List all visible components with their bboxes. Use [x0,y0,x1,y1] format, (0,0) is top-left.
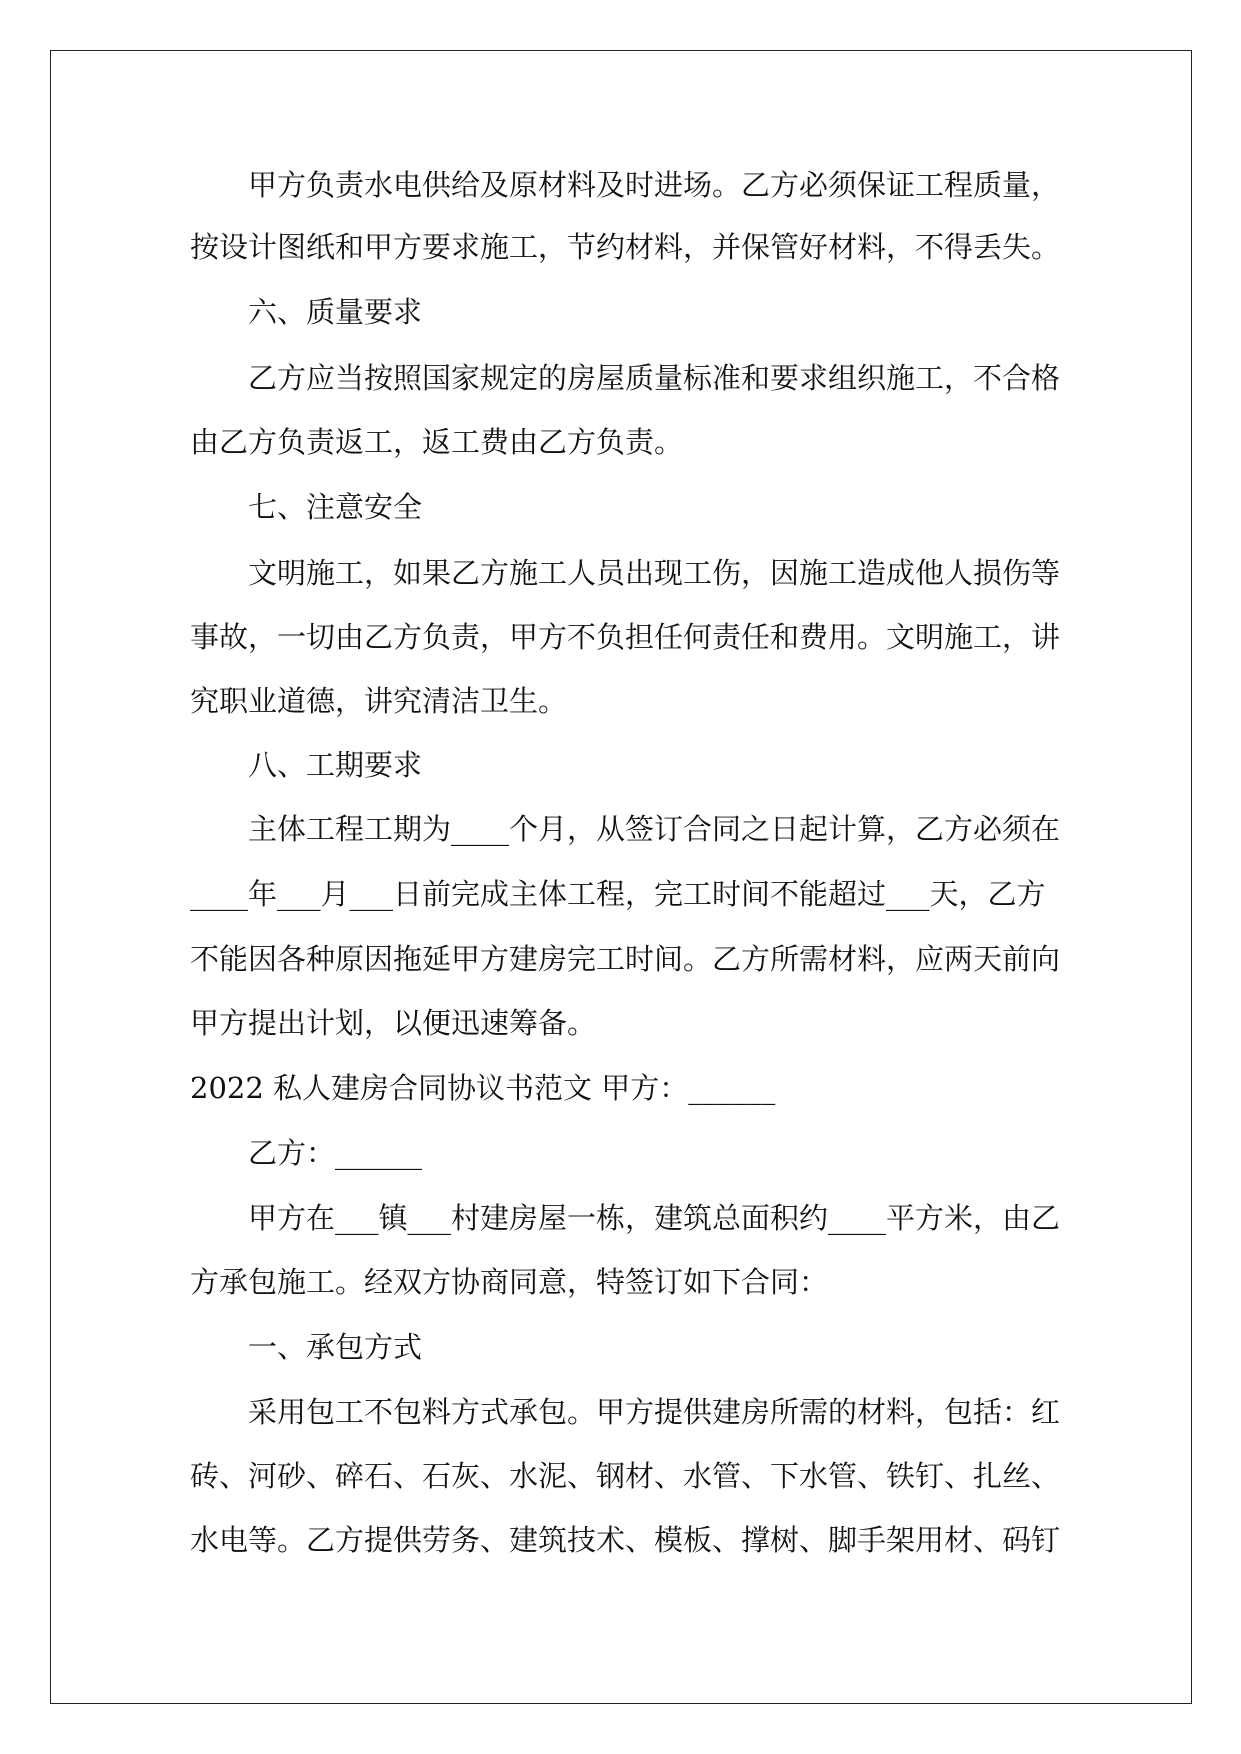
paragraph-line: 砖、河砂、碎石、石灰、水泥、钢材、水管、下水管、铁钉、扎丝、 [190,1459,1061,1493]
paragraph-line: 究职业道德，讲究清洁卫生。 [190,684,568,718]
party-line: 乙方：______ [248,1136,423,1170]
document-title-line: 2022 私人建房合同协议书范文 甲方：______ [190,1071,776,1105]
paragraph-line: 方承包施工。经双方协商同意，特签订如下合同： [190,1265,829,1299]
paragraph-line: 甲方负责水电供给及原材料及时进场。乙方必须保证工程质量， [248,168,1061,202]
paragraph-line: 按设计图纸和甲方要求施工，节约材料，并保管好材料，不得丢失。 [190,230,1061,264]
section-heading: 一、承包方式 [248,1330,423,1364]
paragraph-line: 乙方应当按照国家规定的房屋质量标准和要求组织施工，不合格 [248,361,1061,395]
section-heading: 六、质量要求 [248,295,423,329]
paragraph-line: 不能因各种原因拖延甲方建房完工时间。乙方所需材料，应两天前向 [190,942,1061,976]
paragraph-line: 甲方在___镇___村建房屋一栋，建筑总面积约____平方米，由乙 [248,1201,1061,1235]
paragraph-line: 事故，一切由乙方负责，甲方不负担任何责任和费用。文明施工，讲 [190,620,1061,654]
paragraph-line: 由乙方负责返工，返工费由乙方负责。 [190,425,684,459]
paragraph-line: 甲方提出计划，以便迅速筹备。 [190,1006,597,1040]
paragraph-line: 文明施工，如果乙方施工人员出现工伤，因施工造成他人损伤等 [248,556,1061,590]
section-heading: 八、工期要求 [248,748,423,782]
paragraph-line: ____年___月___日前完成主体工程，完工时间不能超过___天，乙方 [190,877,1046,911]
section-heading: 七、注意安全 [248,490,423,524]
paragraph-line: 采用包工不包料方式承包。甲方提供建房所需的材料，包括：红 [248,1395,1061,1429]
paragraph-line: 主体工程工期为____个月，从签订合同之日起计算，乙方必须在 [248,812,1061,846]
paragraph-line: 水电等。乙方提供劳务、建筑技术、模板、撑树、脚手架用材、码钉 [190,1523,1061,1557]
